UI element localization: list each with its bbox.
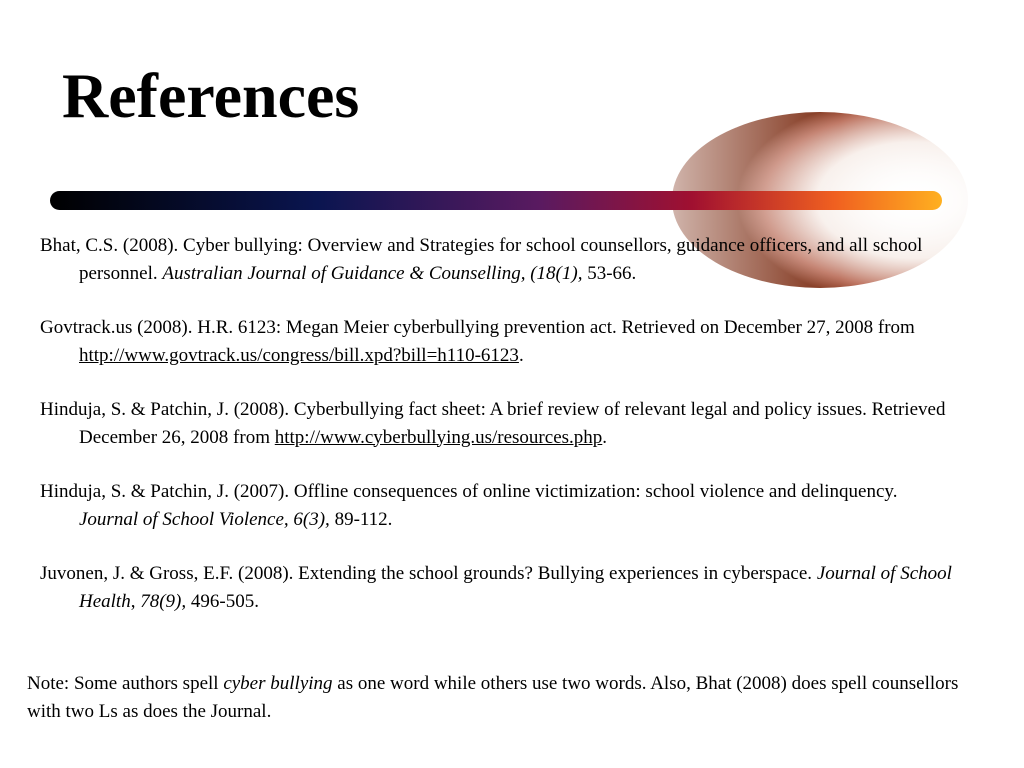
reference-link[interactable]: http://www.cyberbullying.us/resources.php	[274, 426, 603, 448]
reference-item: Govtrack.us (2008). H.R. 6123: Megan Meier cyberbullying prevention act. Retrieved on December 27, 2008 from http://www.govtrack.us/congress/bill.xpd?bill=h110-6123.	[40, 317, 915, 366]
footnote: Note: Some authors spell cyber bullying as one word while others use two words. Also, Bhat (2008) does spell counsellors with two Ls as does the Journal.	[27, 673, 959, 722]
reference-link[interactable]: http://www.govtrack.us/congress/bill.xpd?bill=h110-6123	[79, 344, 519, 366]
reference-item: Hinduja, S. & Patchin, J. (2007). Offline consequences of online victimization: school violence and delinquency. Journal of School Violence, 6(3), 89-112.	[40, 481, 898, 530]
reference-item: Juvonen, J. & Gross, E.F. (2008). Extending the school grounds? Bullying experiences in cyberspace. Journal of School Health, 78(9), 496-505.	[40, 563, 952, 612]
swoosh-bar	[50, 191, 942, 210]
page-title: References	[62, 60, 360, 131]
reference-item: Hinduja, S. & Patchin, J. (2008). Cyberbullying fact sheet: A brief review of relevant legal and policy issues. Retrieved December 26, 2008 from http://www.cyberbullying.us/resources.php.	[40, 399, 946, 448]
reference-item: Bhat, C.S. (2008). Cyber bullying: Overview and Strategies for school counsellors, guidance officers, and all school personnel. Australian Journal of Guidance & Counselling, (18(1), 53-66.	[40, 235, 923, 284]
references-list	[40, 232, 960, 642]
